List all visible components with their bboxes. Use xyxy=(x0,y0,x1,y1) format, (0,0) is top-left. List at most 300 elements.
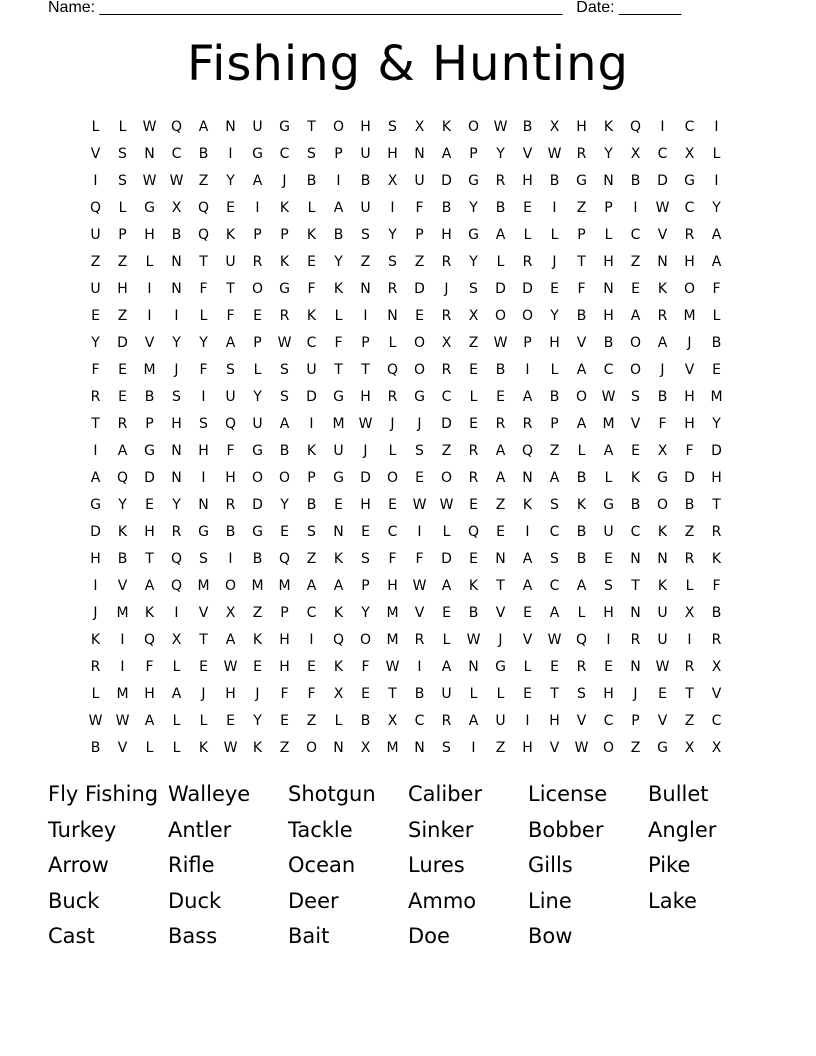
grid-letter[interactable]: U xyxy=(657,604,668,621)
grid-letter[interactable]: M xyxy=(332,415,345,432)
grid-letter[interactable]: S xyxy=(361,226,370,243)
grid-letter[interactable]: H xyxy=(522,172,533,189)
grid-letter[interactable]: E xyxy=(658,685,667,702)
grid-letter[interactable]: B xyxy=(495,199,506,216)
grid-letter[interactable]: Z xyxy=(306,550,317,567)
grid-letter[interactable]: H xyxy=(360,118,371,135)
grid-letter[interactable]: G xyxy=(576,172,587,189)
grid-letter[interactable]: F xyxy=(226,442,235,459)
grid-letter[interactable]: T xyxy=(199,253,208,270)
grid-letter[interactable]: H xyxy=(549,712,560,729)
grid-letter[interactable]: L xyxy=(253,361,262,378)
grid-letter[interactable]: D xyxy=(711,442,722,459)
grid-letter[interactable]: P xyxy=(253,226,262,243)
grid-letter[interactable]: W xyxy=(223,739,238,756)
grid-letter[interactable]: M xyxy=(251,577,264,594)
grid-letter[interactable]: J xyxy=(363,442,368,459)
grid-letter[interactable]: K xyxy=(117,523,128,540)
grid-letter[interactable]: G xyxy=(333,469,344,486)
grid-letter[interactable]: X xyxy=(414,118,425,135)
grid-letter[interactable]: F xyxy=(226,307,235,324)
grid-letter[interactable]: L xyxy=(388,334,397,351)
grid-letter[interactable]: G xyxy=(603,496,614,513)
grid-letter[interactable]: F xyxy=(199,361,208,378)
grid-letter[interactable]: P xyxy=(631,712,640,729)
grid-letter[interactable]: S xyxy=(550,496,559,513)
grid-letter[interactable]: N xyxy=(657,253,668,270)
grid-letter[interactable]: A xyxy=(333,577,344,594)
grid-letter[interactable]: S xyxy=(550,550,559,567)
grid-letter[interactable]: I xyxy=(174,604,179,621)
grid-letter[interactable]: K xyxy=(306,307,317,324)
grid-letter[interactable]: O xyxy=(413,334,426,351)
grid-letter[interactable]: V xyxy=(576,334,587,351)
grid-letter[interactable]: F xyxy=(712,280,721,297)
grid-letter[interactable]: H xyxy=(279,631,290,648)
grid-letter[interactable]: A xyxy=(495,226,506,243)
grid-letter[interactable]: I xyxy=(174,307,179,324)
grid-letter[interactable]: K xyxy=(657,280,668,297)
grid-letter[interactable]: Z xyxy=(630,739,641,756)
grid-letter[interactable]: Z xyxy=(414,253,425,270)
grid-letter[interactable]: V xyxy=(711,685,722,702)
grid-letter[interactable]: R xyxy=(117,415,128,432)
grid-letter[interactable]: S xyxy=(442,739,451,756)
grid-letter[interactable]: N xyxy=(603,280,614,297)
grid-letter[interactable]: Z xyxy=(576,199,587,216)
grid-letter[interactable]: K xyxy=(657,577,668,594)
grid-letter[interactable]: L xyxy=(118,118,127,135)
grid-letter[interactable]: S xyxy=(577,685,586,702)
grid-letter[interactable]: R xyxy=(684,658,695,675)
grid-letter[interactable]: L xyxy=(577,604,586,621)
grid-letter[interactable]: F xyxy=(415,199,424,216)
grid-letter[interactable]: B xyxy=(549,172,560,189)
grid-letter[interactable]: N xyxy=(468,658,479,675)
grid-letter[interactable]: Y xyxy=(226,172,235,189)
grid-letter[interactable]: C xyxy=(387,523,398,540)
grid-letter[interactable]: R xyxy=(711,631,722,648)
grid-letter[interactable]: C xyxy=(414,712,425,729)
grid-letter[interactable]: B xyxy=(414,685,425,702)
grid-letter[interactable]: T xyxy=(496,577,505,594)
grid-letter[interactable]: N xyxy=(414,145,425,162)
grid-letter[interactable]: H xyxy=(603,604,614,621)
grid-letter[interactable]: Z xyxy=(360,253,371,270)
grid-letter[interactable]: Z xyxy=(684,712,695,729)
grid-letter[interactable]: E xyxy=(199,658,208,675)
grid-letter[interactable]: L xyxy=(145,739,154,756)
grid-letter[interactable]: I xyxy=(228,550,233,567)
grid-letter[interactable]: N xyxy=(630,550,641,567)
grid-letter[interactable]: K xyxy=(306,442,317,459)
grid-letter[interactable]: R xyxy=(387,280,398,297)
grid-letter[interactable]: M xyxy=(278,577,291,594)
grid-letter[interactable]: B xyxy=(333,226,344,243)
grid-letter[interactable]: I xyxy=(93,172,98,189)
grid-letter[interactable]: N xyxy=(333,739,344,756)
grid-letter[interactable]: D xyxy=(306,388,317,405)
grid-letter[interactable]: Y xyxy=(388,226,397,243)
grid-letter[interactable]: O xyxy=(251,280,264,297)
grid-letter[interactable]: A xyxy=(495,469,506,486)
grid-letter[interactable]: P xyxy=(253,334,262,351)
grid-letter[interactable]: C xyxy=(684,199,695,216)
grid-letter[interactable]: D xyxy=(414,280,425,297)
grid-letter[interactable]: E xyxy=(523,685,532,702)
grid-letter[interactable]: I xyxy=(363,307,368,324)
grid-letter[interactable]: Y xyxy=(469,253,478,270)
grid-letter[interactable]: H xyxy=(549,334,560,351)
grid-letter[interactable]: B xyxy=(549,388,560,405)
grid-letter[interactable]: Y xyxy=(712,415,721,432)
grid-letter[interactable]: L xyxy=(523,226,532,243)
grid-letter[interactable]: O xyxy=(251,469,264,486)
grid-letter[interactable]: R xyxy=(576,658,587,675)
grid-letter[interactable]: R xyxy=(90,658,101,675)
grid-letter[interactable]: I xyxy=(201,469,206,486)
grid-letter[interactable]: V xyxy=(90,145,101,162)
grid-letter[interactable]: A xyxy=(522,577,533,594)
grid-letter[interactable]: Y xyxy=(604,145,613,162)
grid-letter[interactable]: G xyxy=(90,496,101,513)
grid-letter[interactable]: I xyxy=(471,739,476,756)
grid-letter[interactable]: G xyxy=(414,388,425,405)
grid-letter[interactable]: I xyxy=(687,631,692,648)
grid-letter[interactable]: P xyxy=(280,226,289,243)
grid-letter[interactable]: C xyxy=(441,388,452,405)
grid-letter[interactable]: R xyxy=(252,253,263,270)
grid-letter[interactable]: W xyxy=(439,496,454,513)
grid-letter[interactable]: N xyxy=(522,469,533,486)
grid-letter[interactable]: X xyxy=(441,334,452,351)
grid-letter[interactable]: O xyxy=(602,739,615,756)
grid-letter[interactable]: A xyxy=(252,172,263,189)
grid-letter[interactable]: U xyxy=(441,685,452,702)
grid-letter[interactable]: B xyxy=(306,172,317,189)
grid-letter[interactable]: O xyxy=(440,469,453,486)
grid-letter[interactable]: Q xyxy=(467,523,480,540)
grid-letter[interactable]: H xyxy=(387,577,398,594)
grid-letter[interactable]: U xyxy=(225,388,236,405)
grid-letter[interactable]: D xyxy=(252,496,263,513)
grid-letter[interactable]: A xyxy=(711,253,722,270)
grid-letter[interactable]: D xyxy=(684,469,695,486)
grid-letter[interactable]: T xyxy=(361,361,370,378)
grid-letter[interactable]: P xyxy=(118,226,127,243)
grid-letter[interactable]: I xyxy=(201,388,206,405)
grid-letter[interactable]: H xyxy=(360,496,371,513)
grid-letter[interactable]: R xyxy=(90,388,101,405)
grid-letter[interactable]: Y xyxy=(280,496,289,513)
grid-letter[interactable]: W xyxy=(466,631,481,648)
grid-letter[interactable]: W xyxy=(223,658,238,675)
grid-letter[interactable]: E xyxy=(388,496,397,513)
grid-letter[interactable]: E xyxy=(145,496,154,513)
grid-letter[interactable]: W xyxy=(493,118,508,135)
grid-letter[interactable]: Z xyxy=(306,712,317,729)
grid-letter[interactable]: L xyxy=(550,226,559,243)
grid-letter[interactable]: N xyxy=(630,604,641,621)
grid-letter[interactable]: F xyxy=(199,280,208,297)
grid-letter[interactable]: E xyxy=(118,388,127,405)
grid-letter[interactable]: U xyxy=(414,172,425,189)
grid-letter[interactable]: K xyxy=(198,739,209,756)
grid-letter[interactable]: L xyxy=(307,199,316,216)
grid-letter[interactable]: Z xyxy=(90,253,101,270)
grid-letter[interactable]: A xyxy=(144,712,155,729)
grid-letter[interactable]: E xyxy=(307,253,316,270)
grid-letter[interactable]: K xyxy=(225,226,236,243)
grid-letter[interactable]: B xyxy=(468,604,479,621)
grid-letter[interactable]: D xyxy=(90,523,101,540)
grid-letter[interactable]: K xyxy=(576,496,587,513)
grid-letter[interactable]: X xyxy=(549,118,560,135)
grid-letter[interactable]: G xyxy=(495,658,506,675)
grid-letter[interactable]: F xyxy=(280,685,289,702)
grid-letter[interactable]: N xyxy=(387,307,398,324)
grid-letter[interactable]: A xyxy=(441,658,452,675)
grid-letter[interactable]: P xyxy=(604,199,613,216)
grid-letter[interactable]: I xyxy=(417,523,422,540)
grid-letter[interactable]: L xyxy=(145,253,154,270)
grid-letter[interactable]: L xyxy=(118,199,127,216)
grid-letter[interactable]: C xyxy=(306,334,317,351)
grid-letter[interactable]: N xyxy=(603,172,614,189)
grid-letter[interactable]: E xyxy=(361,685,370,702)
grid-letter[interactable]: K xyxy=(90,631,101,648)
grid-letter[interactable]: V xyxy=(117,577,128,594)
grid-letter[interactable]: U xyxy=(495,712,506,729)
grid-letter[interactable]: J xyxy=(255,685,260,702)
grid-letter[interactable]: G xyxy=(252,523,263,540)
grid-letter[interactable]: E xyxy=(631,442,640,459)
grid-letter[interactable]: W xyxy=(142,118,157,135)
grid-letter[interactable]: O xyxy=(683,280,696,297)
grid-letter[interactable]: G xyxy=(252,442,263,459)
grid-letter[interactable]: K xyxy=(144,604,155,621)
grid-letter[interactable]: P xyxy=(361,577,370,594)
grid-letter[interactable]: X xyxy=(387,172,398,189)
grid-letter[interactable]: E xyxy=(523,604,532,621)
grid-letter[interactable]: K xyxy=(279,199,290,216)
grid-letter[interactable]: I xyxy=(552,199,557,216)
grid-letter[interactable]: Z xyxy=(117,307,128,324)
grid-letter[interactable]: T xyxy=(577,253,586,270)
grid-letter[interactable]: O xyxy=(359,631,372,648)
grid-letter[interactable]: B xyxy=(252,550,263,567)
grid-letter[interactable]: K xyxy=(333,658,344,675)
grid-letter[interactable]: I xyxy=(660,118,665,135)
grid-letter[interactable]: R xyxy=(576,145,587,162)
grid-letter[interactable]: A xyxy=(333,199,344,216)
grid-letter[interactable]: I xyxy=(714,172,719,189)
grid-letter[interactable]: N xyxy=(171,442,182,459)
grid-letter[interactable]: Y xyxy=(91,334,100,351)
grid-letter[interactable]: R xyxy=(495,415,506,432)
grid-letter[interactable]: Y xyxy=(172,334,181,351)
grid-letter[interactable]: B xyxy=(225,523,236,540)
grid-letter[interactable]: J xyxy=(174,361,179,378)
grid-letter[interactable]: U xyxy=(90,226,101,243)
grid-letter[interactable]: K xyxy=(333,604,344,621)
grid-letter[interactable]: I xyxy=(255,199,260,216)
grid-letter[interactable]: Y xyxy=(469,199,478,216)
grid-letter[interactable]: E xyxy=(469,415,478,432)
grid-letter[interactable]: L xyxy=(199,712,208,729)
grid-letter[interactable]: K xyxy=(468,577,479,594)
grid-letter[interactable]: Y xyxy=(361,604,370,621)
grid-letter[interactable]: B xyxy=(711,334,722,351)
grid-letter[interactable]: L xyxy=(172,739,181,756)
grid-letter[interactable]: H xyxy=(711,469,722,486)
grid-letter[interactable]: F xyxy=(91,361,100,378)
grid-letter[interactable]: O xyxy=(521,307,534,324)
grid-letter[interactable]: O xyxy=(332,118,345,135)
grid-letter[interactable]: O xyxy=(224,577,237,594)
grid-letter[interactable]: C xyxy=(657,145,668,162)
grid-letter[interactable]: L xyxy=(199,307,208,324)
grid-letter[interactable]: F xyxy=(307,280,316,297)
grid-letter[interactable]: A xyxy=(225,631,236,648)
grid-letter[interactable]: N xyxy=(144,145,155,162)
grid-letter[interactable]: U xyxy=(333,442,344,459)
grid-letter[interactable]: S xyxy=(307,145,316,162)
grid-letter[interactable]: A xyxy=(117,442,128,459)
grid-letter[interactable]: G xyxy=(198,523,209,540)
grid-letter[interactable]: B xyxy=(711,604,722,621)
grid-letter[interactable]: P xyxy=(307,469,316,486)
grid-letter[interactable]: Y xyxy=(496,145,505,162)
grid-letter[interactable]: N xyxy=(171,280,182,297)
grid-letter[interactable]: G xyxy=(144,442,155,459)
grid-letter[interactable]: Z xyxy=(117,253,128,270)
grid-letter[interactable]: B xyxy=(360,712,371,729)
grid-letter[interactable]: G xyxy=(468,172,479,189)
grid-letter[interactable]: E xyxy=(415,307,424,324)
grid-letter[interactable]: R xyxy=(468,442,479,459)
grid-letter[interactable]: C xyxy=(711,712,722,729)
grid-letter[interactable]: P xyxy=(415,226,424,243)
grid-letter[interactable]: I xyxy=(309,631,314,648)
grid-letter[interactable]: E xyxy=(226,712,235,729)
grid-letter[interactable]: V xyxy=(144,334,155,351)
grid-letter[interactable]: E xyxy=(253,307,262,324)
grid-letter[interactable]: Q xyxy=(170,118,183,135)
grid-letter[interactable]: O xyxy=(305,739,318,756)
grid-letter[interactable]: U xyxy=(360,199,371,216)
grid-letter[interactable]: E xyxy=(253,658,262,675)
grid-letter[interactable]: Q xyxy=(143,631,156,648)
grid-letter[interactable]: I xyxy=(633,199,638,216)
grid-letter[interactable]: B xyxy=(576,550,587,567)
grid-letter[interactable]: E xyxy=(604,550,613,567)
grid-letter[interactable]: I xyxy=(525,712,530,729)
grid-letter[interactable]: H xyxy=(360,388,371,405)
grid-letter[interactable]: W xyxy=(277,334,292,351)
grid-letter[interactable]: K xyxy=(630,469,641,486)
grid-letter[interactable]: X xyxy=(171,631,182,648)
grid-letter[interactable]: N xyxy=(630,658,641,675)
grid-letter[interactable]: P xyxy=(334,145,343,162)
grid-letter[interactable]: V xyxy=(630,415,641,432)
grid-letter[interactable]: A xyxy=(576,577,587,594)
grid-letter[interactable]: D xyxy=(144,469,155,486)
grid-letter[interactable]: J xyxy=(390,415,395,432)
grid-letter[interactable]: I xyxy=(714,118,719,135)
grid-letter[interactable]: W xyxy=(115,712,130,729)
grid-letter[interactable]: I xyxy=(120,658,125,675)
grid-letter[interactable]: I xyxy=(525,523,530,540)
grid-letter[interactable]: M xyxy=(197,577,210,594)
grid-letter[interactable]: U xyxy=(657,631,668,648)
grid-letter[interactable]: Q xyxy=(575,631,588,648)
grid-letter[interactable]: T xyxy=(226,280,235,297)
grid-letter[interactable]: W xyxy=(601,388,616,405)
grid-letter[interactable]: E xyxy=(496,523,505,540)
grid-letter[interactable]: U xyxy=(360,145,371,162)
grid-letter[interactable]: B xyxy=(279,442,290,459)
grid-letter[interactable]: K xyxy=(279,253,290,270)
grid-letter[interactable]: N xyxy=(414,739,425,756)
grid-letter[interactable]: L xyxy=(712,145,721,162)
grid-letter[interactable]: S xyxy=(388,253,397,270)
grid-letter[interactable]: N xyxy=(225,118,236,135)
grid-letter[interactable]: J xyxy=(444,280,449,297)
grid-letter[interactable]: E xyxy=(712,361,721,378)
grid-letter[interactable]: H xyxy=(144,685,155,702)
grid-letter[interactable]: H xyxy=(684,415,695,432)
grid-letter[interactable]: V xyxy=(657,712,668,729)
grid-letter[interactable]: O xyxy=(494,307,507,324)
grid-letter[interactable]: L xyxy=(172,658,181,675)
grid-letter[interactable]: J xyxy=(282,172,287,189)
grid-letter[interactable]: E xyxy=(415,469,424,486)
grid-letter[interactable]: B xyxy=(198,145,209,162)
grid-letter[interactable]: L xyxy=(496,253,505,270)
grid-letter[interactable]: G xyxy=(684,172,695,189)
grid-letter[interactable]: L xyxy=(496,685,505,702)
grid-letter[interactable]: R xyxy=(522,415,533,432)
grid-letter[interactable]: A xyxy=(144,577,155,594)
grid-letter[interactable]: B xyxy=(576,307,587,324)
grid-letter[interactable]: T xyxy=(145,550,154,567)
grid-letter[interactable]: X xyxy=(333,685,344,702)
grid-letter[interactable]: H xyxy=(198,442,209,459)
grid-letter[interactable]: X xyxy=(630,145,641,162)
grid-letter[interactable]: Q xyxy=(224,415,237,432)
grid-letter[interactable]: C xyxy=(603,361,614,378)
grid-letter[interactable]: S xyxy=(172,388,181,405)
grid-letter[interactable]: Q xyxy=(386,361,399,378)
grid-letter[interactable]: Z xyxy=(279,739,290,756)
grid-letter[interactable]: O xyxy=(629,361,642,378)
grid-letter[interactable]: T xyxy=(307,118,316,135)
grid-letter[interactable]: N xyxy=(333,523,344,540)
grid-letter[interactable]: B xyxy=(144,388,155,405)
grid-letter[interactable]: A xyxy=(549,469,560,486)
grid-letter[interactable]: C xyxy=(171,145,182,162)
grid-letter[interactable]: Z xyxy=(468,334,479,351)
grid-letter[interactable]: A xyxy=(90,469,101,486)
grid-letter[interactable]: L xyxy=(469,388,478,405)
grid-letter[interactable]: Z xyxy=(630,253,641,270)
grid-letter[interactable]: H xyxy=(90,550,101,567)
grid-letter[interactable]: K xyxy=(441,118,452,135)
grid-letter[interactable]: C xyxy=(279,145,290,162)
grid-letter[interactable]: W xyxy=(412,577,427,594)
grid-letter[interactable]: M xyxy=(602,415,615,432)
